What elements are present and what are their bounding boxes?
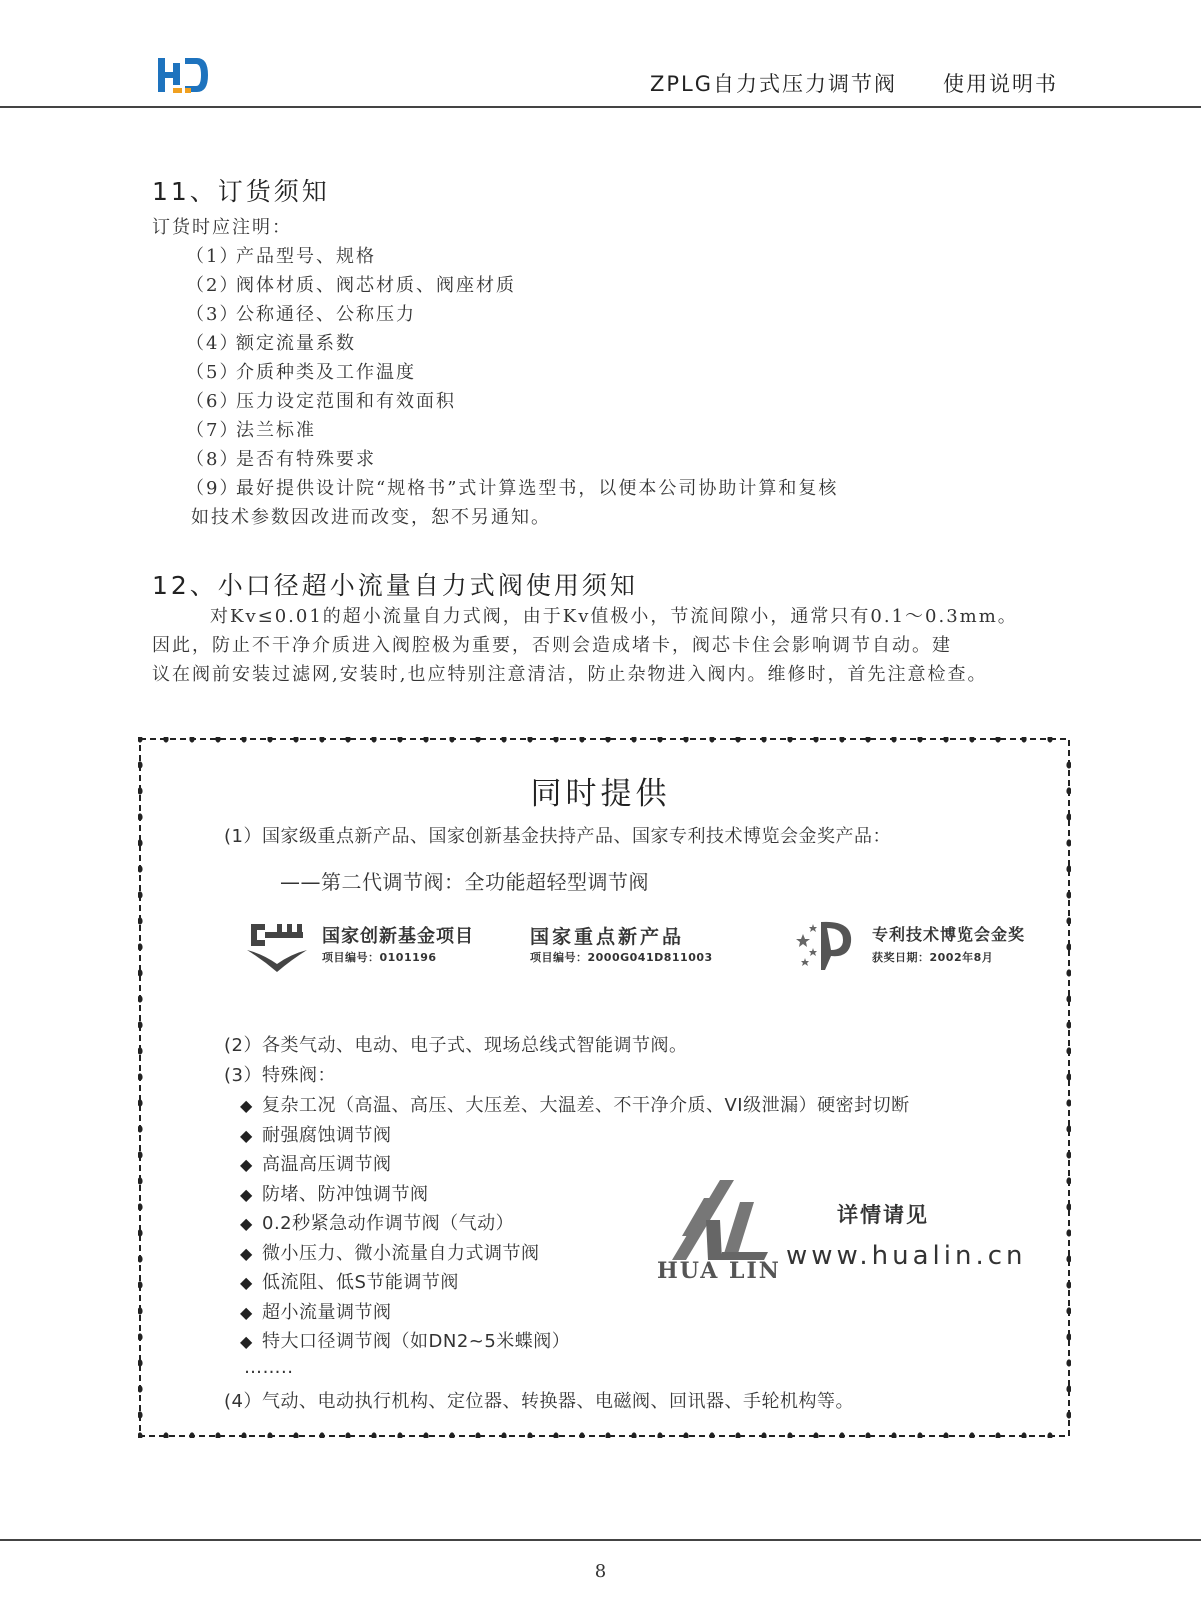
emblem-name: 国家重点新产品: [530, 926, 685, 948]
border-dot: [138, 1432, 143, 1438]
section-12-line: 议在阀前安装过滤网,安装时,也应特别注意清洁，防止杂物进入阀内。维修时，首先注意检查。: [152, 664, 988, 685]
emblem-name: 国家创新基金项目: [322, 926, 474, 947]
border-dot: [787, 737, 792, 743]
border-dot: [1066, 1203, 1071, 1210]
border-dot: [839, 1432, 844, 1438]
border-dot: [1066, 943, 1071, 950]
border-dot: [475, 1432, 480, 1438]
border-dot: [138, 1203, 143, 1210]
border-dot: [215, 1432, 220, 1438]
footer-divider: [0, 1539, 1201, 1541]
special-valve-item: ◆ 复杂工况（高温、高压、大压差、大温差、不干净介质、VI级泄漏）硬密封切断: [240, 1095, 910, 1116]
border-dot: [1021, 737, 1026, 743]
emblem-name: 专利技术博览会金奖: [872, 925, 1026, 944]
border-dot: [138, 1307, 143, 1314]
border-dot: [813, 737, 818, 743]
border-dot: [138, 1411, 143, 1418]
border-dot: [138, 1229, 143, 1236]
border-dot: [138, 1047, 143, 1054]
border-dot: [1066, 969, 1071, 976]
border-dot: [761, 1432, 766, 1438]
offer-title: 同时提供: [530, 776, 671, 812]
border-dot: [138, 1359, 143, 1366]
border-dot: [138, 1177, 143, 1184]
website-link[interactable]: www.hualin.cn: [786, 1241, 1027, 1271]
border-dot: [839, 737, 844, 743]
border-dot: [138, 1385, 143, 1392]
border-dot: [527, 737, 532, 743]
border-dot: [1066, 995, 1071, 1002]
special-valve-item: ◆ 0.2秒紧急动作调节阀（气动）: [240, 1213, 515, 1234]
patent-expo-emblem-icon: [795, 916, 859, 972]
border-dot: [1066, 839, 1071, 846]
border-dot: [579, 737, 584, 743]
section-11-heading: 11、订货须知: [152, 177, 330, 206]
border-dot: [1066, 1307, 1071, 1314]
border-dot: [138, 943, 143, 950]
special-valve-item: ◆ 微小压力、微小流量自力式调节阀: [240, 1243, 540, 1264]
border-dot: [631, 737, 636, 743]
border-dot: [138, 1125, 143, 1132]
border-dot: [215, 737, 220, 743]
special-valve-item: ◆ 防堵、防冲蚀调节阀: [240, 1184, 429, 1205]
special-valve-item: ◆ 耐强腐蚀调节阀: [240, 1125, 392, 1146]
border-dot: [138, 1151, 143, 1158]
order-item: （2）阀体材质、阀芯材质、阀座材质: [186, 275, 516, 296]
border-dot: [138, 995, 143, 1002]
border-dot: [163, 1432, 168, 1438]
border-dot: [735, 1432, 740, 1438]
border-dot: [631, 1432, 636, 1438]
border-dot: [1066, 1125, 1071, 1132]
border-dot: [657, 1432, 662, 1438]
border-dot: [138, 1281, 143, 1288]
border-dot: [813, 1432, 818, 1438]
special-valve-item: ◆ 低流阻、低S节能调节阀: [240, 1272, 459, 1293]
border-dot: [1066, 1047, 1071, 1054]
border-dot: [1066, 813, 1071, 820]
emblem-code: 获奖日期：2002年8月: [872, 951, 994, 964]
border-dot: [657, 737, 662, 743]
order-item: （4）额定流量系数: [186, 333, 356, 354]
border-dot: [683, 1432, 688, 1438]
border-dot: [943, 1432, 948, 1438]
special-valve-item: ◆ 特大口径调节阀（如DN2~5米蝶阀）: [240, 1331, 571, 1352]
border-dot: [891, 1432, 896, 1438]
order-item: （6）压力设定范围和有效面积: [186, 391, 456, 412]
border-dot: [995, 737, 1000, 743]
border-dot: [423, 737, 428, 743]
border-dot: [1066, 1229, 1071, 1236]
border-dot: [527, 1432, 532, 1438]
section-12-line: 对Kv≤0.01的超小流量自力式阀，由于Kv值极小，节流间隙小，通常只有0.1～0.3mm。: [210, 606, 1018, 627]
border-dot: [319, 1432, 324, 1438]
border-dot: [1066, 865, 1071, 872]
border-dot: [1066, 1385, 1071, 1392]
border-dot: [605, 737, 610, 743]
list-ellipsis: ……..: [244, 1357, 294, 1378]
border-dot: [1047, 1432, 1052, 1438]
border-dot: [319, 737, 324, 743]
border-dot: [138, 1099, 143, 1106]
border-dot: [241, 737, 246, 743]
border-dot: [579, 1432, 584, 1438]
border-dot: [189, 1432, 194, 1438]
border-dot: [1066, 1411, 1071, 1418]
border-dot: [371, 1432, 376, 1438]
offer-item-4: (4）气动、电动执行机构、定位器、转换器、电磁阀、回讯器、手轮机构等。: [224, 1391, 854, 1412]
border-dot: [1047, 737, 1052, 743]
border-dot: [397, 1432, 402, 1438]
border-dot: [138, 1255, 143, 1262]
border-dot: [1066, 1073, 1071, 1080]
section-11-intro: 订货时应注明：: [152, 217, 292, 238]
border-dot: [138, 737, 143, 743]
offer-item-3: (3）特殊阀：: [224, 1065, 336, 1086]
border-dot: [1066, 1359, 1071, 1366]
order-item: （9）最好提供设计院“规格书”式计算选型书，以便本公司协助计算和复核: [186, 478, 839, 499]
border-dot: [1066, 1333, 1071, 1340]
section-12-heading: 12、小口径超小流量自力式阀使用须知: [152, 571, 638, 600]
border-dot: [138, 891, 143, 898]
order-item: （5）介质种类及工作温度: [186, 362, 416, 383]
border-dot: [267, 1432, 272, 1438]
order-item: （3）公称通径、公称压力: [186, 304, 416, 325]
border-dot: [138, 1333, 143, 1340]
border-dot: [138, 1073, 143, 1080]
border-dot: [917, 1432, 922, 1438]
border-dot: [1066, 1021, 1071, 1028]
border-dot: [553, 1432, 558, 1438]
order-item: （7）法兰标准: [186, 420, 316, 441]
border-dot: [371, 737, 376, 743]
border-dot: [475, 737, 480, 743]
document-title: ZPLG自力式压力调节阀 使用说明书: [649, 72, 1058, 96]
border-dot: [345, 737, 350, 743]
emblem-code: 项目编号：0101196: [322, 951, 437, 964]
innovation-fund-emblem-icon: [243, 916, 311, 972]
border-dot: [138, 1021, 143, 1028]
special-valve-item: ◆ 高温高压调节阀: [240, 1154, 392, 1175]
border-dot: [423, 1432, 428, 1438]
border-dot: [163, 737, 168, 743]
border-dot: [1066, 917, 1071, 924]
border-dot: [449, 1432, 454, 1438]
header-divider: [0, 106, 1201, 108]
border-dot: [943, 737, 948, 743]
border-dot: [1066, 1255, 1071, 1262]
border-dot: [917, 737, 922, 743]
border-dot: [891, 737, 896, 743]
border-dot: [267, 737, 272, 743]
border-dot: [501, 1432, 506, 1438]
border-dot: [241, 1432, 246, 1438]
border-dot: [553, 737, 558, 743]
border-dot: [449, 737, 454, 743]
border-dot: [865, 1432, 870, 1438]
hualin-wordmark: HUA LIN: [657, 1258, 781, 1284]
border-dot: [995, 1432, 1000, 1438]
hd-brand-logo-icon: [157, 55, 209, 97]
border-dot: [709, 737, 714, 743]
order-item: （1）产品型号、规格: [186, 246, 376, 267]
border-dot: [138, 839, 143, 846]
border-dot: [787, 1432, 792, 1438]
border-dot: [1066, 1177, 1071, 1184]
border-dot: [189, 737, 194, 743]
border-dot: [1066, 891, 1071, 898]
section-12-line: 因此，防止不干净介质进入阀腔极为重要，否则会造成堵卡，阀芯卡住会影响调节自动。建: [152, 635, 952, 656]
border-dot: [1066, 1099, 1071, 1106]
border-dot: [709, 1432, 714, 1438]
border-dot: [683, 737, 688, 743]
offer-item-1: (1）国家级重点新产品、国家创新基金扶持产品、国家专利技术博览会金奖产品：: [224, 826, 891, 847]
border-dot: [969, 737, 974, 743]
page-number: 8: [594, 1561, 607, 1582]
border-dot: [138, 813, 143, 820]
change-notice: 如技术参数因改进而改变，恕不另通知。: [191, 507, 551, 528]
border-dot: [865, 737, 870, 743]
border-dot: [138, 917, 143, 924]
order-item: （8）是否有特殊要求: [186, 449, 376, 470]
emblem-code: 项目编号：2000G041D811003: [530, 951, 713, 964]
border-dot: [1021, 1432, 1026, 1438]
border-dot: [138, 865, 143, 872]
border-dot: [761, 737, 766, 743]
border-dot: [138, 969, 143, 976]
special-valve-item: ◆ 超小流量调节阀: [240, 1302, 392, 1323]
border-dot: [735, 737, 740, 743]
offer-item-1-sub: ——第二代调节阀：全功能超轻型调节阀: [280, 870, 649, 894]
border-dot: [501, 737, 506, 743]
border-dot: [293, 737, 298, 743]
border-dot: [293, 1432, 298, 1438]
border-dot: [969, 1432, 974, 1438]
border-dot: [1066, 1151, 1071, 1158]
border-dot: [605, 1432, 610, 1438]
details-label: 详情请见: [837, 1203, 929, 1227]
border-dot: [345, 1432, 350, 1438]
border-dot: [1066, 1281, 1071, 1288]
border-dot: [397, 737, 402, 743]
offer-item-2: (2）各类气动、电动、电子式、现场总线式智能调节阀。: [224, 1035, 688, 1056]
